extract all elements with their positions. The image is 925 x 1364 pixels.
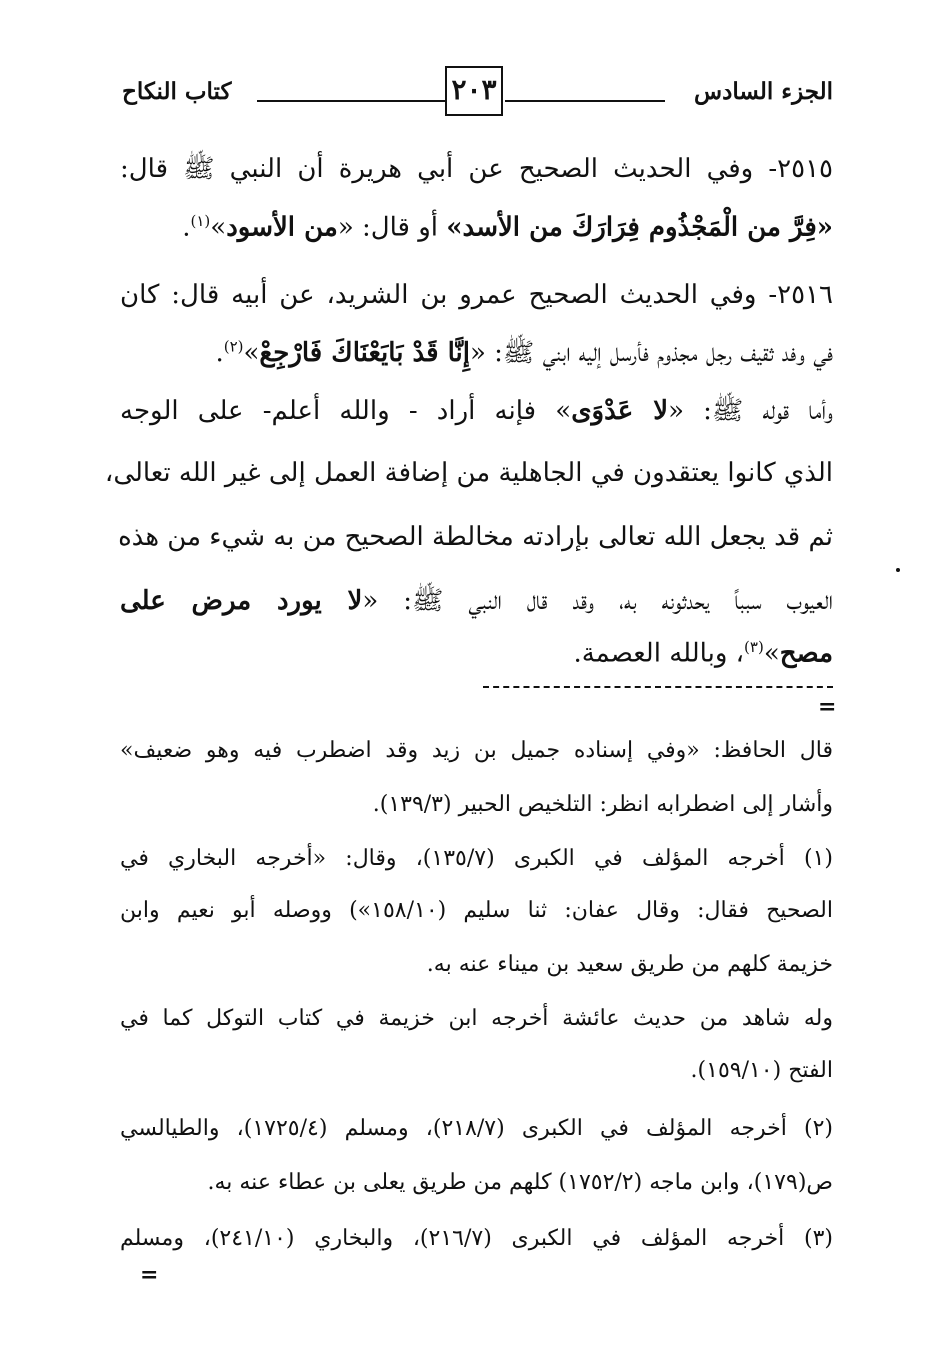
hadith-2516-line-2: في وفد ثقيف رجل مجذوم فأرسل إليه ابني ﷺ: «إِنَّا قَدْ بَايَعْنَاكَ فَارْجِعْ»$^{(٢)}$. xyxy=(215,337,833,368)
para-3-quote-adwa: لا عَدْوَى xyxy=(571,396,669,426)
hadith-2516-quote: إِنَّا قَدْ بَايَعْنَاكَ فَارْجِعْ xyxy=(259,338,470,368)
footnote-1-line-5: الفتح (١٥٩/١٠). xyxy=(690,1058,833,1083)
hadith-2515-quote: «فِرَّ من الْمَجْذُوم فِرَارَكَ من الأسد» xyxy=(446,212,833,243)
para-3-ending: ، وبالله العصمة. xyxy=(573,638,745,669)
footnote-1-line-3: خزيمة كلهم من طريق سعيد بن ميناء عنه به. xyxy=(426,952,833,977)
para-3-line-1 xyxy=(120,394,833,432)
footnote-1-line-2: الصحيح فقال: وقال عفان: ثنا سليم (١٥٨/١٠») ووصله أبو نعيم وابن xyxy=(120,898,834,923)
footnote-2-line-1: (٢) أخرجه المؤلف في الكبرى (٢١٨/٧)، ومسلم (١٧٢٥/٤)، والطيالسي xyxy=(120,1116,834,1141)
hadith-2516-text: في وفد ثقيف رجل مجذوم فأرسل إليه ابني ﷺ: « xyxy=(470,338,833,368)
para-3-line-1-rest: » فإنه أراد - والله أعلم- على الوجه xyxy=(120,396,572,426)
continuation-mark-bottom: = xyxy=(140,1262,159,1288)
hadith-2515-connector: أو قال: « xyxy=(337,212,447,243)
footnote-1-line-1: (١) أخرجه المؤلف في الكبرى (١٣٥/٧)، وقال: «أخرجه البخاري في xyxy=(120,846,833,871)
hadith-2516-close: » xyxy=(243,338,260,368)
footnote-ref-1: (١) xyxy=(190,212,211,230)
page-number: ٢٠٣ xyxy=(445,66,503,116)
footnote-separator xyxy=(483,686,833,688)
footnote-ref-3: (٣) xyxy=(744,638,764,656)
footnote-1-line-4: وله شاهد من حديث عائشة أخرجه ابن خزيمة في كتاب التوكل كما في xyxy=(120,1006,833,1031)
stray-dot xyxy=(896,568,900,572)
hadith-2515-close: » xyxy=(210,212,227,243)
chapter-label: كتاب النكاح xyxy=(122,78,232,105)
para-3-intro: وأما قوله ﷺ: « xyxy=(668,396,834,426)
header-rule-left xyxy=(257,100,445,102)
volume-label: الجزء السادس xyxy=(694,78,833,105)
para-3-quote-mard: لا يورد مرض على xyxy=(120,586,363,616)
hadith-2516-line-1: ٢٥١٦- وفي الحديث الصحيح عمرو بن الشريد، عن أبيه قال: كان xyxy=(120,280,833,310)
footnote-2-line-2: ص(١٧٩)، وابن ماجه (١٧٥٢/٢) كلهم من طريق يعلى بن عطاء عنه به. xyxy=(207,1170,833,1195)
hadith-2515-quote-2: من الأسود xyxy=(226,212,338,243)
footnote-continued-line-2: وأشار إلى اضطرابه انظر: التلخيص الحبير (١٣٩/٣). xyxy=(372,792,833,817)
para-3-line-3: ثم قد يجعل الله تعالى بإرادته مخالطة الصحيح من به شيء من هذه xyxy=(118,522,833,552)
footnote-continued-line-1: قال الحافظ: «وفي إسناده جميل بن زيد وقد اضطرب فيه وهو ضعيف» xyxy=(120,738,833,763)
header-rule-right xyxy=(505,100,665,102)
footnote-3-line-1: (٣) أخرجه المؤلف في الكبرى (٢١٦/٧)، والبخاري (٢٤١/١٠)، ومسلم xyxy=(120,1226,833,1251)
para-3-line-2: الذي كانوا يعتقدون في الجاهلية من إضافة العمل إلى غير الله تعالى، xyxy=(104,458,833,488)
hadith-2515-line-2: «فِرَّ من الْمَجْذُوم فِرَارَكَ من الأسد» أو قال: «من الأسود»$^{(١)}$. xyxy=(182,212,833,243)
footnote-ref-2: (٢) xyxy=(223,337,244,356)
para-3-line-4-text: العيوب سبباً يحدثونه به، وقد قال النبي ﷺ: « xyxy=(362,586,833,616)
continuation-mark-top: = xyxy=(818,694,837,720)
para-3-close: » xyxy=(763,638,780,669)
hadith-2515-line-1: ٢٥١٥- وفي الحديث الصحيح عن أبي هريرة أن النبي ﷺ قال: xyxy=(120,154,833,184)
para-3-quote-musih: مصح xyxy=(779,638,833,669)
para-3-line-5 xyxy=(573,638,833,669)
para-3-line-4 xyxy=(120,584,833,622)
